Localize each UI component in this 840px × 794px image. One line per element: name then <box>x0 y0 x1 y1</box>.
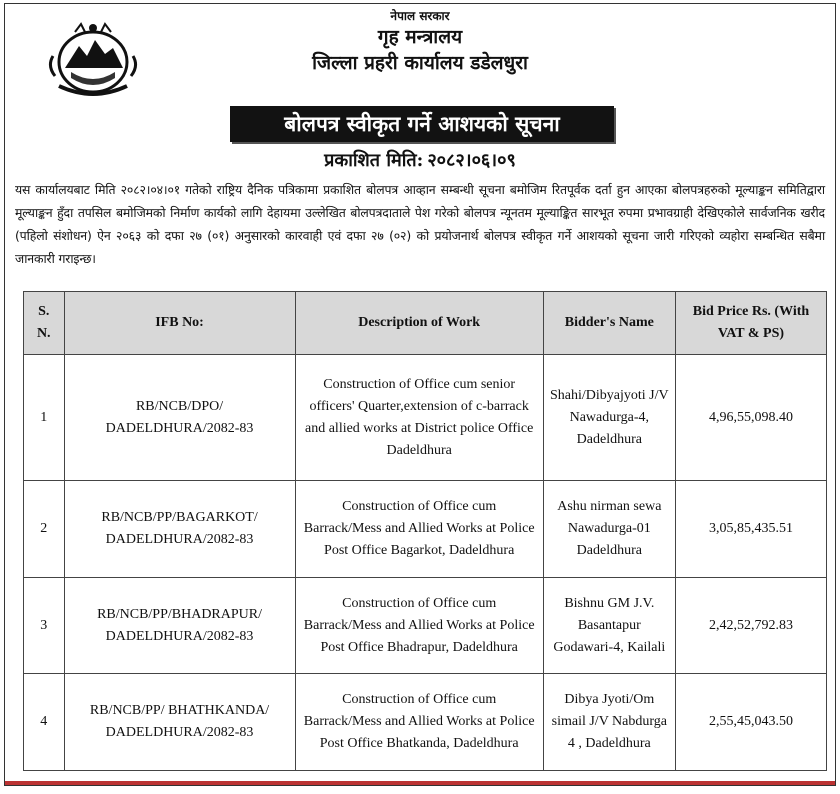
cell-sn: 1 <box>24 355 65 481</box>
cell-description: Construction of Office cum senior officers' Quarter,extension of c-barrack and allied works at District police Office Dadeldhura <box>295 355 543 481</box>
cell-price: 2,42,52,792.83 <box>675 577 826 674</box>
header-ifb: IFB No: <box>64 292 295 355</box>
cell-ifb: RB/NCB/PP/BHADRAPUR/ DADELDHURA/2082-83 <box>64 577 295 674</box>
cell-ifb: RB/NCB/PP/ BHATHKANDA/ DADELDHURA/2082-83 <box>64 674 295 771</box>
published-date-label: प्रकाशित मिति: <box>324 150 424 171</box>
cell-price: 2,55,45,043.50 <box>675 674 826 771</box>
cell-sn: 2 <box>24 481 65 578</box>
cell-sn: 4 <box>24 674 65 771</box>
table-row <box>24 355 827 481</box>
table-row <box>24 481 827 578</box>
table-row <box>24 577 827 674</box>
notice-page <box>4 3 836 786</box>
cell-bidder: Dibya Jyoti/Om simail J/V Nabdurga 4 , Dadeldhura <box>543 674 675 771</box>
header-sn: S. N. <box>24 292 65 355</box>
cell-description: Construction of Office cum Barrack/Mess and Allied Works at Police Post Office Bhatkanda, Dadeldhura <box>295 674 543 771</box>
cell-ifb: RB/NCB/DPO/ DADELDHURA/2082-83 <box>64 355 295 481</box>
table-row <box>24 674 827 771</box>
header-description: Description of Work <box>295 292 543 355</box>
ministry-line: गृह मन्त्रालय <box>377 26 463 48</box>
published-date <box>5 148 835 172</box>
cell-ifb: RB/NCB/PP/BAGARKOT/ DADELDHURA/2082-83 <box>64 481 295 578</box>
government-line: नेपाल सरकार <box>390 9 450 23</box>
cell-description: Construction of Office cum Barrack/Mess and Allied Works at Police Post Office Bhadrapur, Dadeldhura <box>295 577 543 674</box>
letterhead <box>5 8 835 76</box>
notice-body: यस कार्यालयबाट मिति २०८२।०४।०१ गतेको राष्ट्रिय दैनिक पत्रिकामा प्रकाशित बोलपत्र आव्हान सम्बन्धी सूचना बमोजिम रितपूर्वक दर्ता हुन आएका बोलपत्रहरुको मूल्याङ्कन समितिद्वारा मूल्याङ्कन हुँदा तपसिल बमोजिमको निर्माण कार्यको लागि देहायमा उल्लेखित बोलपत्रदाताले पेश गरेको बोलपत्र न्यूनतम मूल्याङ्कित सारभूत रुपमा प्रभावग्राही देखिएकोले सार्वजनिक खरीद (पहिलो संशोधन) ऐन २०६३ को दफा २७ (०१) अनुसारको कारवाही एवं दफा २७ (०२) को प्रयोजनार्थ बोलपत्र स्वीकृत गर्ने आशयको सूचना जारी गरिएको व्यहोरा सम्बन्धित सबैमा जानकारी गराइन्छ। <box>15 182 825 266</box>
header-price: Bid Price Rs. (With VAT & PS) <box>675 292 826 355</box>
cell-bidder: Shahi/Dibyajyoti J/V Nawadurga-4, Dadeldhura <box>543 355 675 481</box>
cell-description: Construction of Office cum Barrack/Mess and Allied Works at Police Post Office Bagarkot, Dadeldhura <box>295 481 543 578</box>
office-line: जिल्ला प्रहरी कार्यालय डडेलधुरा <box>312 52 528 74</box>
cell-sn: 3 <box>24 577 65 674</box>
cell-bidder: Ashu nirman sewa Nawadurga-01 Dadeldhura <box>543 481 675 578</box>
table-header-row <box>24 292 827 355</box>
published-date-value: २०८२।०६।०९ <box>427 150 516 171</box>
notice-title: बोलपत्र स्वीकृत गर्ने आशयको सूचना <box>230 106 614 142</box>
cell-bidder: Bishnu GM J.V. Basantapur Godawari-4, Kailali <box>543 577 675 674</box>
header-bidder: Bidder's Name <box>543 292 675 355</box>
cell-price: 4,96,55,098.40 <box>675 355 826 481</box>
bottom-rule <box>5 781 835 785</box>
cell-price: 3,05,85,435.51 <box>675 481 826 578</box>
bid-table <box>23 291 827 771</box>
